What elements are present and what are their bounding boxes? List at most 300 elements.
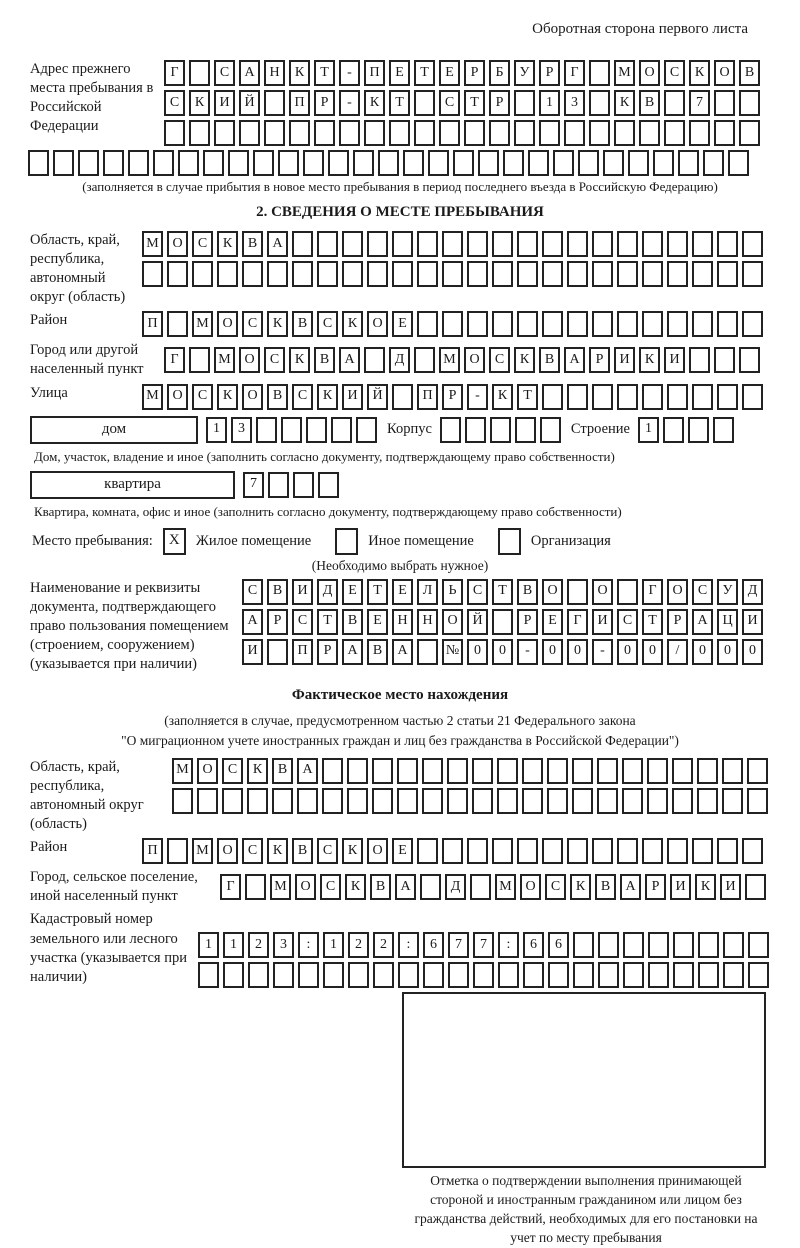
other-premises-checkbox[interactable] [335, 528, 358, 555]
char-cell[interactable] [739, 347, 760, 373]
char-cell[interactable]: В [370, 874, 391, 900]
char-cell[interactable]: И [614, 347, 635, 373]
char-cell[interactable] [748, 932, 769, 958]
char-cell[interactable] [292, 231, 313, 257]
char-cell[interactable] [192, 261, 213, 287]
char-cell[interactable]: П [142, 311, 163, 337]
char-cell[interactable] [78, 150, 99, 176]
char-cell[interactable]: - [592, 639, 613, 665]
char-cell[interactable] [592, 838, 613, 864]
char-cell[interactable] [748, 962, 769, 988]
char-cell[interactable] [403, 150, 424, 176]
char-cell[interactable] [353, 150, 374, 176]
char-cell[interactable] [417, 639, 438, 665]
char-cell[interactable] [348, 962, 369, 988]
char-cell[interactable] [467, 261, 488, 287]
char-cell[interactable] [497, 758, 518, 784]
char-cell[interactable]: 1 [198, 932, 219, 958]
char-cell[interactable]: И [242, 639, 263, 665]
char-cell[interactable]: / [667, 639, 688, 665]
char-cell[interactable]: Г [642, 579, 663, 605]
char-cell[interactable]: Т [517, 384, 538, 410]
char-cell[interactable]: С [242, 311, 263, 337]
char-cell[interactable] [222, 788, 243, 814]
char-cell[interactable] [492, 609, 513, 635]
char-cell[interactable]: В [595, 874, 616, 900]
char-cell[interactable] [292, 261, 313, 287]
char-cell[interactable]: Е [542, 609, 563, 635]
char-cell[interactable] [547, 758, 568, 784]
char-cell[interactable] [542, 261, 563, 287]
char-cell[interactable]: К [639, 347, 660, 373]
char-cell[interactable] [467, 231, 488, 257]
char-cell[interactable] [447, 758, 468, 784]
char-cell[interactable]: И [214, 90, 235, 116]
char-cell[interactable]: 2 [248, 932, 269, 958]
char-cell[interactable] [414, 120, 435, 146]
char-cell[interactable]: О [667, 579, 688, 605]
char-cell[interactable] [564, 120, 585, 146]
char-cell[interactable]: К [267, 311, 288, 337]
char-cell[interactable] [517, 261, 538, 287]
char-cell[interactable]: О [464, 347, 485, 373]
char-cell[interactable] [573, 962, 594, 988]
char-cell[interactable] [289, 120, 310, 146]
char-cell[interactable]: К [289, 60, 310, 86]
char-cell[interactable] [267, 261, 288, 287]
char-cell[interactable] [714, 347, 735, 373]
char-cell[interactable]: : [298, 932, 319, 958]
char-cell[interactable] [742, 231, 763, 257]
char-cell[interactable]: М [614, 60, 635, 86]
char-cell[interactable] [492, 838, 513, 864]
char-cell[interactable] [378, 150, 399, 176]
char-cell[interactable] [667, 838, 688, 864]
char-cell[interactable] [470, 874, 491, 900]
char-cell[interactable]: Т [642, 609, 663, 635]
char-cell[interactable]: Р [589, 347, 610, 373]
char-cell[interactable]: К [289, 347, 310, 373]
char-cell[interactable]: - [517, 639, 538, 665]
char-cell[interactable] [567, 384, 588, 410]
char-cell[interactable] [492, 231, 513, 257]
char-cell[interactable]: Й [467, 609, 488, 635]
char-cell[interactable]: О [639, 60, 660, 86]
char-cell[interactable]: В [639, 90, 660, 116]
char-cell[interactable] [673, 932, 694, 958]
char-cell[interactable] [572, 758, 593, 784]
organization-checkbox[interactable] [498, 528, 521, 555]
char-cell[interactable] [697, 788, 718, 814]
char-cell[interactable]: - [339, 60, 360, 86]
char-cell[interactable] [223, 962, 244, 988]
char-cell[interactable]: А [339, 347, 360, 373]
char-cell[interactable] [567, 579, 588, 605]
char-cell[interactable]: С [317, 838, 338, 864]
char-cell[interactable] [622, 758, 643, 784]
char-cell[interactable] [723, 932, 744, 958]
char-cell[interactable]: О [367, 838, 388, 864]
char-cell[interactable] [567, 311, 588, 337]
char-cell[interactable]: С [545, 874, 566, 900]
char-cell[interactable] [598, 932, 619, 958]
char-cell[interactable]: 1 [539, 90, 560, 116]
char-cell[interactable]: С [242, 838, 263, 864]
char-cell[interactable]: И [720, 874, 741, 900]
residential-checkbox[interactable]: X [163, 528, 186, 555]
char-cell[interactable] [664, 90, 685, 116]
char-cell[interactable] [714, 120, 735, 146]
char-cell[interactable] [592, 384, 613, 410]
char-cell[interactable] [688, 417, 709, 443]
char-cell[interactable]: К [570, 874, 591, 900]
char-cell[interactable] [364, 347, 385, 373]
char-cell[interactable] [689, 120, 710, 146]
char-cell[interactable]: С [317, 311, 338, 337]
char-cell[interactable] [367, 261, 388, 287]
char-cell[interactable]: М [495, 874, 516, 900]
char-cell[interactable] [567, 261, 588, 287]
char-cell[interactable]: Д [445, 874, 466, 900]
char-cell[interactable] [473, 962, 494, 988]
char-cell[interactable] [692, 231, 713, 257]
char-cell[interactable]: М [192, 838, 213, 864]
char-cell[interactable] [317, 231, 338, 257]
char-cell[interactable]: 1 [223, 932, 244, 958]
char-cell[interactable]: Т [492, 579, 513, 605]
char-cell[interactable] [747, 758, 768, 784]
char-cell[interactable] [642, 838, 663, 864]
char-cell[interactable] [489, 120, 510, 146]
char-cell[interactable] [245, 874, 266, 900]
char-cell[interactable] [739, 90, 760, 116]
char-cell[interactable] [347, 788, 368, 814]
char-cell[interactable]: Г [567, 609, 588, 635]
char-cell[interactable] [747, 788, 768, 814]
char-cell[interactable] [417, 261, 438, 287]
char-cell[interactable] [317, 261, 338, 287]
char-cell[interactable] [739, 120, 760, 146]
char-cell[interactable]: 0 [542, 639, 563, 665]
char-cell[interactable]: С [664, 60, 685, 86]
char-cell[interactable] [342, 231, 363, 257]
char-cell[interactable] [592, 231, 613, 257]
char-cell[interactable] [267, 639, 288, 665]
char-cell[interactable]: П [292, 639, 313, 665]
char-cell[interactable]: 2 [348, 932, 369, 958]
char-cell[interactable]: В [292, 838, 313, 864]
char-cell[interactable]: 7 [243, 472, 264, 498]
char-cell[interactable] [247, 788, 268, 814]
char-cell[interactable] [539, 120, 560, 146]
char-cell[interactable] [592, 261, 613, 287]
char-cell[interactable] [442, 838, 463, 864]
char-cell[interactable] [167, 311, 188, 337]
char-cell[interactable]: О [217, 838, 238, 864]
char-cell[interactable] [153, 150, 174, 176]
char-cell[interactable] [339, 120, 360, 146]
char-cell[interactable]: О [367, 311, 388, 337]
char-cell[interactable] [647, 788, 668, 814]
char-cell[interactable] [548, 962, 569, 988]
char-cell[interactable]: О [167, 384, 188, 410]
char-cell[interactable] [272, 788, 293, 814]
char-cell[interactable] [698, 932, 719, 958]
char-cell[interactable] [692, 311, 713, 337]
char-cell[interactable]: : [398, 932, 419, 958]
char-cell[interactable]: - [339, 90, 360, 116]
char-cell[interactable] [189, 120, 210, 146]
char-cell[interactable]: 7 [689, 90, 710, 116]
char-cell[interactable] [472, 788, 493, 814]
char-cell[interactable]: И [742, 609, 763, 635]
char-cell[interactable]: С [242, 579, 263, 605]
char-cell[interactable] [331, 417, 352, 443]
char-cell[interactable] [603, 150, 624, 176]
char-cell[interactable]: Р [317, 639, 338, 665]
char-cell[interactable]: И [670, 874, 691, 900]
char-cell[interactable]: 1 [323, 932, 344, 958]
char-cell[interactable] [167, 261, 188, 287]
char-cell[interactable]: Б [489, 60, 510, 86]
char-cell[interactable]: К [342, 838, 363, 864]
char-cell[interactable]: 6 [523, 932, 544, 958]
char-cell[interactable]: А [692, 609, 713, 635]
char-cell[interactable]: М [214, 347, 235, 373]
char-cell[interactable]: Т [314, 60, 335, 86]
char-cell[interactable]: О [295, 874, 316, 900]
char-cell[interactable]: А [242, 609, 263, 635]
apartment-type-box[interactable]: квартира [30, 471, 235, 499]
char-cell[interactable]: А [620, 874, 641, 900]
char-cell[interactable] [647, 758, 668, 784]
char-cell[interactable]: А [395, 874, 416, 900]
char-cell[interactable] [572, 788, 593, 814]
char-cell[interactable]: 3 [231, 417, 252, 443]
char-cell[interactable]: К [514, 347, 535, 373]
char-cell[interactable]: С [320, 874, 341, 900]
char-cell[interactable] [298, 962, 319, 988]
char-cell[interactable] [717, 838, 738, 864]
char-cell[interactable] [397, 788, 418, 814]
char-cell[interactable] [492, 261, 513, 287]
char-cell[interactable]: А [564, 347, 585, 373]
char-cell[interactable] [490, 417, 511, 443]
char-cell[interactable] [542, 838, 563, 864]
char-cell[interactable] [553, 150, 574, 176]
char-cell[interactable] [642, 311, 663, 337]
char-cell[interactable]: М [142, 231, 163, 257]
char-cell[interactable] [698, 962, 719, 988]
char-cell[interactable]: О [217, 311, 238, 337]
char-cell[interactable] [297, 788, 318, 814]
char-cell[interactable] [617, 261, 638, 287]
char-cell[interactable]: К [695, 874, 716, 900]
char-cell[interactable]: К [614, 90, 635, 116]
char-cell[interactable] [453, 150, 474, 176]
char-cell[interactable] [623, 932, 644, 958]
char-cell[interactable]: - [467, 384, 488, 410]
char-cell[interactable]: К [364, 90, 385, 116]
char-cell[interactable]: 6 [548, 932, 569, 958]
char-cell[interactable] [540, 417, 561, 443]
char-cell[interactable]: П [417, 384, 438, 410]
char-cell[interactable]: В [342, 609, 363, 635]
char-cell[interactable]: Р [314, 90, 335, 116]
char-cell[interactable] [264, 120, 285, 146]
char-cell[interactable]: О [242, 384, 263, 410]
char-cell[interactable] [648, 962, 669, 988]
char-cell[interactable]: У [717, 579, 738, 605]
char-cell[interactable]: С [192, 384, 213, 410]
char-cell[interactable]: В [292, 311, 313, 337]
char-cell[interactable] [717, 261, 738, 287]
char-cell[interactable] [172, 788, 193, 814]
char-cell[interactable]: Е [367, 609, 388, 635]
char-cell[interactable]: Р [667, 609, 688, 635]
char-cell[interactable] [439, 120, 460, 146]
char-cell[interactable] [678, 150, 699, 176]
char-cell[interactable] [597, 758, 618, 784]
char-cell[interactable]: Т [367, 579, 388, 605]
char-cell[interactable] [598, 962, 619, 988]
char-cell[interactable] [578, 150, 599, 176]
char-cell[interactable] [28, 150, 49, 176]
char-cell[interactable] [667, 311, 688, 337]
char-cell[interactable] [617, 231, 638, 257]
char-cell[interactable]: А [392, 639, 413, 665]
char-cell[interactable] [667, 261, 688, 287]
char-cell[interactable] [717, 384, 738, 410]
char-cell[interactable]: Г [164, 347, 185, 373]
char-cell[interactable]: 2 [373, 932, 394, 958]
char-cell[interactable]: В [739, 60, 760, 86]
char-cell[interactable]: Л [417, 579, 438, 605]
char-cell[interactable] [547, 788, 568, 814]
char-cell[interactable] [422, 758, 443, 784]
char-cell[interactable]: О [442, 609, 463, 635]
char-cell[interactable] [648, 932, 669, 958]
char-cell[interactable]: М [172, 758, 193, 784]
char-cell[interactable]: 6 [423, 932, 444, 958]
char-cell[interactable]: С [222, 758, 243, 784]
char-cell[interactable] [653, 150, 674, 176]
char-cell[interactable] [303, 150, 324, 176]
char-cell[interactable] [498, 962, 519, 988]
char-cell[interactable]: 1 [638, 417, 659, 443]
char-cell[interactable]: 0 [567, 639, 588, 665]
char-cell[interactable] [323, 962, 344, 988]
char-cell[interactable] [273, 962, 294, 988]
char-cell[interactable]: С [692, 579, 713, 605]
char-cell[interactable] [697, 758, 718, 784]
char-cell[interactable]: А [239, 60, 260, 86]
char-cell[interactable]: Е [439, 60, 460, 86]
char-cell[interactable]: В [272, 758, 293, 784]
char-cell[interactable]: М [439, 347, 460, 373]
char-cell[interactable] [103, 150, 124, 176]
char-cell[interactable] [448, 962, 469, 988]
char-cell[interactable]: № [442, 639, 463, 665]
char-cell[interactable] [714, 90, 735, 116]
char-cell[interactable]: Р [442, 384, 463, 410]
char-cell[interactable] [256, 417, 277, 443]
char-cell[interactable] [414, 90, 435, 116]
char-cell[interactable] [728, 150, 749, 176]
char-cell[interactable] [514, 120, 535, 146]
char-cell[interactable] [467, 838, 488, 864]
char-cell[interactable] [589, 60, 610, 86]
char-cell[interactable]: К [217, 384, 238, 410]
char-cell[interactable] [322, 788, 343, 814]
char-cell[interactable] [372, 758, 393, 784]
char-cell[interactable] [617, 384, 638, 410]
char-cell[interactable] [742, 311, 763, 337]
char-cell[interactable] [442, 231, 463, 257]
char-cell[interactable] [522, 788, 543, 814]
char-cell[interactable] [189, 347, 210, 373]
char-cell[interactable]: К [217, 231, 238, 257]
char-cell[interactable]: Р [464, 60, 485, 86]
char-cell[interactable]: С [292, 384, 313, 410]
char-cell[interactable] [673, 962, 694, 988]
char-cell[interactable]: К [342, 311, 363, 337]
char-cell[interactable] [440, 417, 461, 443]
char-cell[interactable]: Д [389, 347, 410, 373]
char-cell[interactable] [422, 788, 443, 814]
char-cell[interactable] [364, 120, 385, 146]
char-cell[interactable] [417, 311, 438, 337]
char-cell[interactable] [189, 60, 210, 86]
char-cell[interactable]: О [592, 579, 613, 605]
char-cell[interactable]: С [192, 231, 213, 257]
char-cell[interactable]: С [467, 579, 488, 605]
char-cell[interactable] [398, 962, 419, 988]
char-cell[interactable] [672, 758, 693, 784]
char-cell[interactable]: П [142, 838, 163, 864]
char-cell[interactable]: А [267, 231, 288, 257]
char-cell[interactable] [523, 962, 544, 988]
char-cell[interactable]: 0 [742, 639, 763, 665]
char-cell[interactable]: О [197, 758, 218, 784]
char-cell[interactable]: 0 [642, 639, 663, 665]
char-cell[interactable]: Т [317, 609, 338, 635]
house-type-box[interactable]: дом [30, 416, 198, 444]
char-cell[interactable] [442, 261, 463, 287]
char-cell[interactable] [692, 384, 713, 410]
char-cell[interactable] [722, 788, 743, 814]
char-cell[interactable]: В [314, 347, 335, 373]
char-cell[interactable] [567, 231, 588, 257]
char-cell[interactable]: Ь [442, 579, 463, 605]
char-cell[interactable]: Е [389, 60, 410, 86]
char-cell[interactable]: А [297, 758, 318, 784]
char-cell[interactable] [264, 90, 285, 116]
char-cell[interactable]: С [264, 347, 285, 373]
char-cell[interactable] [642, 261, 663, 287]
char-cell[interactable] [239, 120, 260, 146]
char-cell[interactable]: М [192, 311, 213, 337]
char-cell[interactable] [589, 90, 610, 116]
char-cell[interactable]: И [592, 609, 613, 635]
char-cell[interactable]: К [689, 60, 710, 86]
char-cell[interactable] [306, 417, 327, 443]
char-cell[interactable]: К [345, 874, 366, 900]
char-cell[interactable] [347, 758, 368, 784]
char-cell[interactable] [622, 788, 643, 814]
char-cell[interactable] [314, 120, 335, 146]
char-cell[interactable]: В [517, 579, 538, 605]
